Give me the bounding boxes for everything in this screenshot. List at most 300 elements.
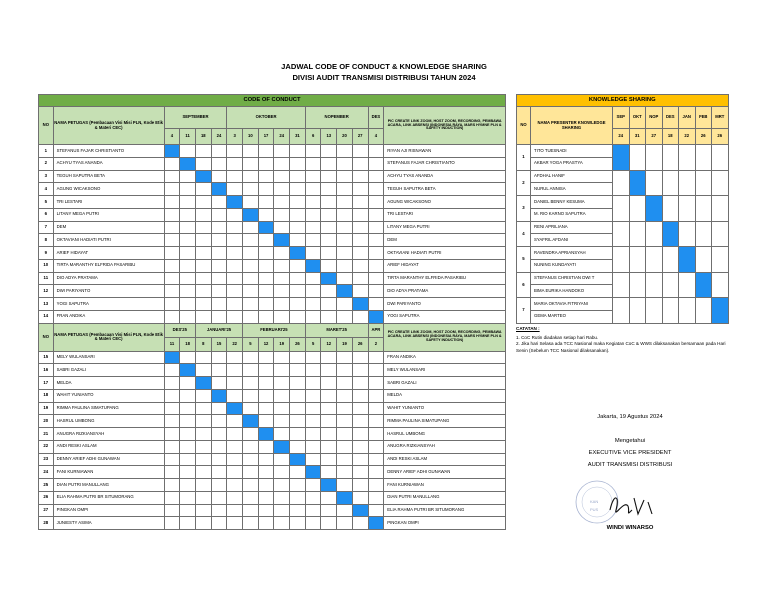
schedule-cell: [368, 221, 384, 234]
schedule-cell: [195, 221, 211, 234]
schedule-mark: [305, 466, 321, 479]
schedule-cell: [368, 491, 384, 504]
presenter-name: NURUL ANNISA: [531, 183, 613, 196]
schedule-cell: [337, 145, 353, 158]
ks-schedule-cell: [662, 145, 679, 171]
schedule-cell: [258, 272, 274, 285]
row-number: 12: [39, 285, 54, 298]
month-header: DES'25: [164, 323, 195, 337]
ks-schedule-cell: [646, 272, 663, 298]
schedule-cell: [227, 517, 243, 530]
petugas-name: FANI KURNIAWAN: [53, 466, 164, 479]
date-header: 20: [337, 129, 353, 145]
ks-date-header: 24: [613, 129, 630, 145]
schedule-cell: [337, 259, 353, 272]
schedule-cell: [305, 170, 321, 183]
schedule-cell: [337, 428, 353, 441]
ks-col-nama-header: NAMA PRESENTER KNOWLEDGE SHARING: [531, 107, 613, 145]
table-row: [517, 196, 729, 209]
schedule-cell: [243, 453, 259, 466]
schedule-cell: [274, 196, 290, 209]
row-number: 26: [39, 491, 54, 504]
schedule-cell: [258, 517, 274, 530]
schedule-cell: [258, 247, 274, 260]
schedule-cell: [321, 453, 337, 466]
month-header: MARET'25: [305, 323, 368, 337]
date-header: 4: [164, 129, 180, 145]
schedule-cell: [195, 364, 211, 377]
note-item: 2. Jika hari Selasa ada TCC Nasional maka Kegiatan CoC & WWS dilaksanakan bersamaan pada Hari Senin (Sebelum TCC Nasional dilaksanakan).: [516, 341, 726, 353]
schedule-cell: [258, 298, 274, 311]
schedule-cell: [274, 285, 290, 298]
ks-month-header: JAN: [679, 107, 696, 129]
ks-schedule-cell: [629, 298, 646, 324]
ks-schedule-cell: [695, 298, 712, 324]
schedule-cell: [195, 145, 211, 158]
schedule-cell: [180, 428, 196, 441]
ks-schedule-cell: [679, 196, 696, 222]
schedule-cell: [274, 221, 290, 234]
petugas-name: DEM: [53, 221, 164, 234]
presenter-name: STEFANUS CHRISTIAN DWI T: [531, 272, 613, 285]
pic-name: ACHYU TYAS ANANDA: [384, 170, 506, 183]
schedule-cell: [352, 208, 368, 221]
table-row: [517, 272, 729, 285]
ks-banner: KNOWLEDGE SHARING: [517, 95, 729, 107]
month-header: OKTOBER: [227, 107, 305, 129]
schedule-cell: [290, 208, 306, 221]
date-header: 4: [368, 129, 384, 145]
schedule-cell: [180, 453, 196, 466]
schedule-cell: [352, 183, 368, 196]
ks-schedule-cell: [662, 170, 679, 196]
petugas-name: ACHYU TYAS ANANDA: [53, 157, 164, 170]
schedule-mark: [180, 364, 196, 377]
schedule-cell: [352, 440, 368, 453]
schedule-cell: [227, 310, 243, 323]
schedule-cell: [274, 377, 290, 390]
schedule-cell: [180, 491, 196, 504]
schedule-cell: [211, 504, 227, 517]
schedule-cell: [305, 196, 321, 209]
schedule-cell: [290, 428, 306, 441]
ks-schedule-cell: [695, 170, 712, 196]
schedule-cell: [321, 208, 337, 221]
table-row: [39, 389, 506, 402]
pic-name: DIO ADYA PRATAMA: [384, 285, 506, 298]
ks-schedule-cell: [613, 221, 630, 247]
schedule-cell: [274, 415, 290, 428]
date-header: 26: [352, 337, 368, 351]
schedule-cell: [258, 402, 274, 415]
date-header: 11: [180, 129, 196, 145]
schedule-cell: [211, 402, 227, 415]
schedule-cell: [227, 234, 243, 247]
schedule-cell: [368, 466, 384, 479]
ks-schedule-mark: [695, 272, 712, 298]
ks-schedule-cell: [679, 221, 696, 247]
ks-schedule-cell: [646, 145, 663, 171]
ks-schedule-mark: [629, 170, 646, 196]
schedule-cell: [195, 504, 211, 517]
schedule-cell: [180, 208, 196, 221]
table-row: [39, 208, 506, 221]
schedule-cell: [243, 157, 259, 170]
schedule-mark: [243, 208, 259, 221]
schedule-cell: [180, 504, 196, 517]
schedule-cell: [352, 221, 368, 234]
schedule-mark: [305, 259, 321, 272]
ks-schedule-mark: [712, 298, 729, 324]
row-number: 9: [39, 247, 54, 260]
schedule-cell: [274, 145, 290, 158]
svg-text:PUS: PUS: [590, 507, 599, 512]
schedule-cell: [305, 377, 321, 390]
document-title: JADWAL CODE OF CONDUCT & KNOWLEDGE SHARING: [281, 62, 487, 71]
signer-name: WINDI WINARSO: [606, 525, 654, 531]
schedule-cell: [305, 517, 321, 530]
schedule-cell: [258, 259, 274, 272]
table-row: [39, 440, 506, 453]
petugas-name: LITANY MEGA PUTRI: [53, 208, 164, 221]
ks-schedule-cell: [712, 221, 729, 247]
schedule-mark: [243, 415, 259, 428]
schedule-cell: [352, 377, 368, 390]
petugas-name: ANDI RESKI ASLAM: [53, 440, 164, 453]
schedule-cell: [164, 479, 180, 492]
schedule-cell: [290, 389, 306, 402]
pic-name: FANI KURNIAWAN: [384, 479, 506, 492]
schedule-cell: [211, 145, 227, 158]
schedule-cell: [290, 415, 306, 428]
schedule-cell: [258, 157, 274, 170]
schedule-cell: [195, 272, 211, 285]
schedule-mark: [274, 234, 290, 247]
schedule-cell: [274, 364, 290, 377]
table-row: [517, 170, 729, 183]
schedule-cell: [258, 504, 274, 517]
ks-date-header: 31: [629, 129, 646, 145]
schedule-cell: [180, 415, 196, 428]
schedule-cell: [337, 298, 353, 311]
schedule-cell: [243, 504, 259, 517]
schedule-cell: [243, 234, 259, 247]
date-header: 13: [321, 129, 337, 145]
ks-schedule-cell: [662, 298, 679, 324]
schedule-cell: [243, 389, 259, 402]
schedule-cell: [290, 145, 306, 158]
date-header: 24: [211, 129, 227, 145]
row-number: 22: [39, 440, 54, 453]
schedule-cell: [243, 298, 259, 311]
schedule-cell: [164, 428, 180, 441]
schedule-cell: [290, 310, 306, 323]
schedule-cell: [164, 402, 180, 415]
schedule-cell: [195, 208, 211, 221]
petugas-name: MELY WULANSARI: [53, 351, 164, 364]
schedule-cell: [243, 428, 259, 441]
row-number: 10: [39, 259, 54, 272]
schedule-cell: [290, 272, 306, 285]
schedule-cell: [195, 196, 211, 209]
row-number: 1: [39, 145, 54, 158]
ks-date-header: 26: [695, 129, 712, 145]
month-header: SEPTEMBER: [164, 107, 227, 129]
petugas-name: MELDA: [53, 377, 164, 390]
schedule-cell: [227, 351, 243, 364]
schedule-cell: [258, 351, 274, 364]
schedule-cell: [352, 351, 368, 364]
schedule-cell: [243, 272, 259, 285]
schedule-cell: [337, 208, 353, 221]
schedule-cell: [243, 183, 259, 196]
schedule-cell: [337, 440, 353, 453]
schedule-cell: [195, 479, 211, 492]
schedule-cell: [321, 247, 337, 260]
schedule-cell: [368, 157, 384, 170]
row-number: 16: [39, 364, 54, 377]
schedule-cell: [274, 466, 290, 479]
schedule-cell: [274, 259, 290, 272]
schedule-cell: [243, 221, 259, 234]
coc-banner: CODE OF CONDUCT: [39, 95, 506, 107]
schedule-cell: [164, 517, 180, 530]
petugas-name: ELIA RAHMA PUTRI BR SITUMORANG: [53, 491, 164, 504]
presenter-name: SYAFRIL AFDANI: [531, 234, 613, 247]
pic-name: DWI PARIYANTO: [384, 298, 506, 311]
schedule-cell: [258, 170, 274, 183]
schedule-cell: [321, 234, 337, 247]
schedule-cell: [211, 247, 227, 260]
ks-schedule-cell: [695, 196, 712, 222]
schedule-cell: [227, 466, 243, 479]
schedule-cell: [274, 402, 290, 415]
schedule-cell: [227, 377, 243, 390]
schedule-cell: [164, 298, 180, 311]
presenter-name: MARIA OKTAVIA FITRIYANI: [531, 298, 613, 311]
schedule-cell: [337, 402, 353, 415]
signature-mengetahui: Mengetahui: [614, 438, 646, 444]
ks-schedule-cell: [712, 247, 729, 273]
ks-date-header: 26: [712, 129, 729, 145]
schedule-cell: [368, 504, 384, 517]
schedule-cell: [321, 170, 337, 183]
schedule-cell: [180, 183, 196, 196]
schedule-cell: [180, 196, 196, 209]
schedule-cell: [180, 272, 196, 285]
pic-name: SABRI GAZALI: [384, 377, 506, 390]
table-row: [39, 504, 506, 517]
schedule-cell: [321, 377, 337, 390]
pic-name: DENNY ARIEF ADHI GUNAWAN: [384, 466, 506, 479]
schedule-cell: [352, 145, 368, 158]
ks-schedule-cell: [646, 247, 663, 273]
schedule-cell: [211, 377, 227, 390]
schedule-cell: [180, 351, 196, 364]
ks-group-number: 4: [517, 221, 531, 247]
schedule-cell: [195, 440, 211, 453]
table-row: [39, 402, 506, 415]
row-number: 14: [39, 310, 54, 323]
ks-schedule-cell: [662, 196, 679, 222]
pic-name: MELY WULANSARI: [384, 364, 506, 377]
schedule-cell: [368, 351, 384, 364]
schedule-cell: [337, 221, 353, 234]
presenter-name: TITO TUESNADI: [531, 145, 613, 158]
date-header: 6: [305, 129, 321, 145]
svg-text:KAN: KAN: [590, 499, 599, 504]
document-subtitle: DIVISI AUDIT TRANSMISI DISTRIBUSI TAHUN 2024: [292, 73, 476, 82]
schedule-cell: [368, 170, 384, 183]
schedule-cell: [258, 415, 274, 428]
petugas-name: SABRI GAZALI: [53, 364, 164, 377]
schedule-cell: [164, 157, 180, 170]
schedule-cell: [368, 145, 384, 158]
schedule-cell: [227, 428, 243, 441]
date-header: 31: [290, 129, 306, 145]
schedule-cell: [243, 259, 259, 272]
schedule-cell: [352, 491, 368, 504]
schedule-cell: [227, 285, 243, 298]
schedule-cell: [227, 208, 243, 221]
presenter-name: NUNING KUNDAYATI: [531, 259, 613, 272]
petugas-name: YOGI SAPUTRA: [53, 298, 164, 311]
ks-group-number: 1: [517, 145, 531, 171]
schedule-mark: [195, 377, 211, 390]
pic-name: TEGUH SAPUTRA BETA: [384, 183, 506, 196]
schedule-cell: [227, 298, 243, 311]
pic-name: ANDI RESKI ASLAM: [384, 453, 506, 466]
schedule-cell: [321, 221, 337, 234]
schedule-cell: [164, 453, 180, 466]
ks-schedule-mark: [662, 221, 679, 247]
month-header: FEBRUARI'25: [243, 323, 306, 337]
schedule-mark: [321, 272, 337, 285]
schedule-cell: [305, 415, 321, 428]
schedule-cell: [290, 259, 306, 272]
schedule-cell: [274, 208, 290, 221]
schedule-cell: [274, 428, 290, 441]
pic-name: MELDA: [384, 389, 506, 402]
schedule-cell: [195, 259, 211, 272]
schedule-cell: [227, 259, 243, 272]
table-row: [39, 272, 506, 285]
schedule-cell: [164, 272, 180, 285]
schedule-cell: [274, 517, 290, 530]
schedule-cell: [337, 504, 353, 517]
signature-place-date: Jakarta, 19 Agustus 2024: [597, 414, 663, 420]
schedule-cell: [337, 170, 353, 183]
schedule-cell: [274, 310, 290, 323]
pic-name: WAHIT YUNIANTO: [384, 402, 506, 415]
ks-schedule-cell: [695, 145, 712, 171]
date-header: 10: [243, 129, 259, 145]
table-row: [39, 428, 506, 441]
presenter-name: GEMA MARTEO: [531, 310, 613, 323]
ks-group-number: 3: [517, 196, 531, 222]
schedule-cell: [243, 145, 259, 158]
schedule-cell: [321, 364, 337, 377]
schedule-cell: [368, 364, 384, 377]
schedule-cell: [258, 377, 274, 390]
schedule-cell: [305, 453, 321, 466]
schedule-cell: [211, 285, 227, 298]
date-header: 5: [243, 337, 259, 351]
schedule-cell: [305, 428, 321, 441]
schedule-cell: [274, 504, 290, 517]
petugas-name: ARIEF HIDAYAT: [53, 247, 164, 260]
schedule-cell: [211, 440, 227, 453]
schedule-cell: [352, 466, 368, 479]
schedule-cell: [243, 466, 259, 479]
pic-name: AGUNG WICAKSONO: [384, 196, 506, 209]
col-no-header: NO: [39, 107, 54, 145]
ks-schedule-mark: [679, 247, 696, 273]
petugas-name: TRI LESTARI: [53, 196, 164, 209]
ks-date-header: 22: [679, 129, 696, 145]
pic-name: RIMMA PAULINA SIMATUPANG: [384, 415, 506, 428]
schedule-cell: [227, 504, 243, 517]
ks-schedule-cell: [646, 170, 663, 196]
schedule-cell: [337, 272, 353, 285]
schedule-cell: [195, 310, 211, 323]
schedule-cell: [274, 183, 290, 196]
date-header: 12: [321, 337, 337, 351]
month-header: JANUARI'25: [195, 323, 242, 337]
schedule-cell: [352, 415, 368, 428]
schedule-cell: [305, 310, 321, 323]
petugas-name: STEFANUS FAJAR CHRISTIANTO: [53, 145, 164, 158]
schedule-cell: [337, 234, 353, 247]
ks-schedule-cell: [662, 247, 679, 273]
pic-name: TRI LESTARI: [384, 208, 506, 221]
ks-schedule-cell: [613, 272, 630, 298]
schedule-cell: [243, 377, 259, 390]
schedule-cell: [195, 415, 211, 428]
schedule-cell: [321, 196, 337, 209]
schedule-cell: [227, 183, 243, 196]
pic-name: LITANY MEGA PUTRI: [384, 221, 506, 234]
schedule-cell: [321, 157, 337, 170]
schedule-cell: [211, 221, 227, 234]
schedule-cell: [164, 170, 180, 183]
date-header: 19: [337, 337, 353, 351]
schedule-mark: [211, 389, 227, 402]
schedule-cell: [227, 491, 243, 504]
schedule-cell: [321, 298, 337, 311]
col-nama-petugas-header: NAMA PETUGAS (Pembacaan Visi Misi PLN, Kode Etik & Materi CEC): [53, 107, 164, 145]
schedule-cell: [305, 247, 321, 260]
row-number: 8: [39, 234, 54, 247]
table-row: [517, 145, 729, 158]
schedule-cell: [164, 183, 180, 196]
schedule-cell: [321, 259, 337, 272]
petugas-name: JUNIESTY ASIMA: [53, 517, 164, 530]
row-number: 21: [39, 428, 54, 441]
schedule-cell: [305, 272, 321, 285]
official-stamp-and-signature: [572, 470, 682, 542]
table-row: [39, 466, 506, 479]
schedule-cell: [258, 440, 274, 453]
row-number: 17: [39, 377, 54, 390]
pic-name: RIYAN AJI RISNAWAN: [384, 145, 506, 158]
schedule-cell: [321, 183, 337, 196]
petugas-name: OKTAVIANI HADIATI PUTRI: [53, 234, 164, 247]
row-number: 11: [39, 272, 54, 285]
row-number: 18: [39, 389, 54, 402]
schedule-cell: [368, 415, 384, 428]
row-number: 4: [39, 183, 54, 196]
